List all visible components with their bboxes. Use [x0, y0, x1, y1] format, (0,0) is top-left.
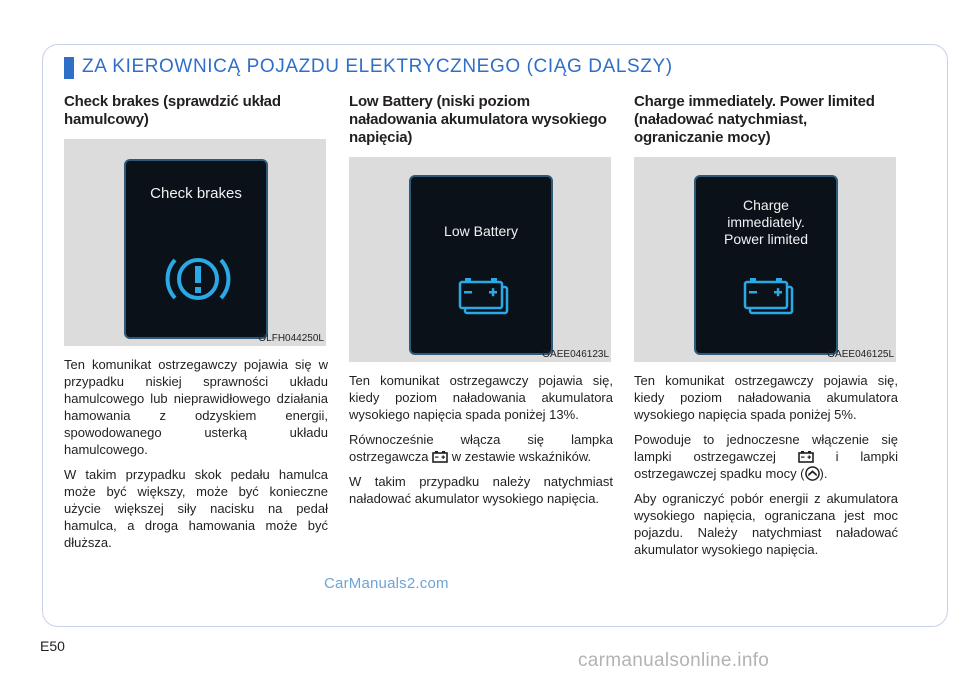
display-screen	[409, 175, 553, 355]
page-number: E50	[40, 638, 65, 654]
display-screen	[694, 175, 838, 355]
paragraph: W takim przypadku skok pedału hamulca może być większy, może być konieczne użycie większej siły nacisku na pedał hamulca, a droga hamowania może być dłuższa.	[64, 467, 328, 550]
paragraph-text: Równocześnie włącza się lampka ostrzegawcza	[349, 432, 613, 464]
figure-code: OAEE046125L	[827, 349, 894, 360]
section-title: ZA KIEROWNICĄ POJAZDU ELEKTRYCZNEGO (CIĄG DALSZY)	[82, 56, 673, 77]
column-charge-immediately	[634, 93, 898, 558]
body-text	[634, 372, 898, 558]
display-screen	[124, 159, 268, 339]
column-low-battery	[349, 93, 613, 507]
body-text	[64, 356, 328, 551]
battery-warning-icon	[432, 450, 448, 463]
figure-charge-immediately	[634, 157, 896, 362]
paragraph-text: ).	[819, 466, 828, 481]
paragraph: Ten komunikat ostrzegawczy pojawia się, kiedy poziom naładowania akumulatora wysokiego napięcia spada poniżej 5%.	[634, 373, 898, 422]
screen-message: Low Battery	[444, 223, 518, 239]
paragraph-text: Powoduje to jednoczesne włączenie się lampki ostrzegawczej	[634, 432, 898, 464]
paragraph: Ten komunikat ostrzegawczy pojawia się, kiedy poziom naładowania akumulatora wysokiego napięcia spada poniżej 13%.	[349, 373, 613, 422]
figure-code: OLFH044250L	[258, 333, 324, 344]
paragraph	[634, 431, 898, 482]
screen-message: Charge immediately. Power limited	[723, 197, 809, 247]
paragraph-text: w zestawie wskaźników.	[451, 449, 592, 464]
figure-code: OAEE046123L	[542, 349, 609, 360]
brake-warning-icon	[164, 249, 232, 309]
heading-low-battery: Low Battery (niski poziom naładowania akumulatora wysokiego napięcia)	[349, 93, 607, 146]
watermark: CarManuals2.com	[324, 575, 449, 592]
column-check-brakes	[64, 93, 328, 551]
paragraph: Aby ograniczyć pobór energii z akumulatora wysokiego napięcia, ograniczana jest moc pojazdu. Należy natychmiast naładować akumulator wysokiego napięcia.	[634, 491, 898, 557]
heading-check-brakes: Check brakes (sprawdzić układ hamulcowy)	[64, 93, 281, 128]
paragraph: W takim przypadku należy natychmiast naładować akumulator wysokiego napięcia.	[349, 474, 613, 506]
paragraph-text: i lampki ostrzegawczej spadku mocy (	[634, 449, 898, 481]
paragraph	[349, 431, 613, 465]
figure-low-battery	[349, 157, 611, 362]
battery-warning-icon	[798, 450, 814, 463]
paragraph: Ten komunikat ostrzegawczy pojawia się w przypadku niskiej sprawności układu hamulcowego lub nieprawidłowego działania hamowania z odzyskiem energii, spowodowanego usterką układu hamulcowego.	[64, 357, 328, 457]
battery-icon	[455, 273, 511, 317]
battery-icon	[740, 273, 796, 317]
heading-charge-immediately: Charge immediately. Power limited (naładować natychmiast, ograniczanie mocy)	[634, 93, 875, 146]
screen-message: Check brakes	[150, 185, 242, 202]
section-title-bar	[64, 57, 74, 79]
power-limit-icon	[805, 466, 820, 481]
figure-check-brakes	[64, 139, 326, 346]
body-text	[349, 372, 613, 507]
footer-watermark: carmanualsonline.info	[578, 650, 770, 671]
